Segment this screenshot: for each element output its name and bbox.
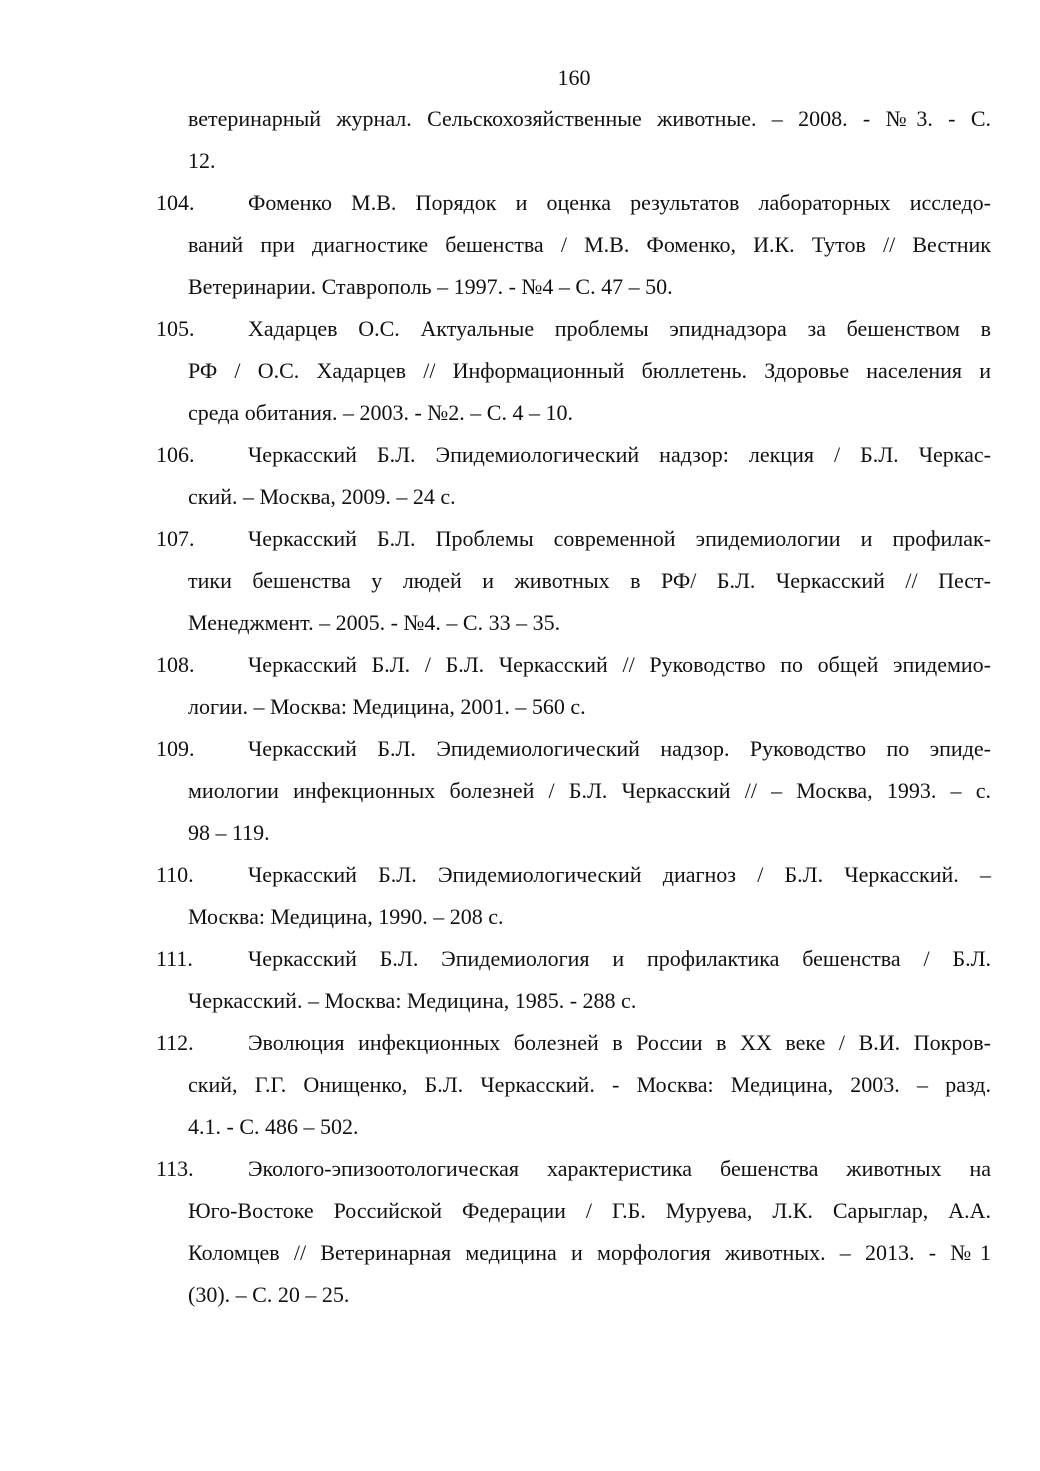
- reference-line: РФ / О.С. Хадарцев // Информационный бюллетень. Здоровье населения и: [188, 358, 991, 383]
- reference-line: Черкасский Б.Л. Эпидемиология и профилактика бешенства / Б.Л.: [248, 946, 991, 971]
- reference-line: логии. – Москва: Медицина, 2001. – 560 с.: [188, 694, 586, 719]
- reference-line: ский, Г.Г. Онищенко, Б.Л. Черкасский. - Москва: Медицина, 2003. – разд.: [188, 1072, 991, 1097]
- reference-line: Менеджмент. – 2005. - №4. – С. 33 – 35.: [188, 610, 561, 635]
- reference-line: Москва: Медицина, 1990. – 208 с.: [188, 904, 504, 929]
- reference-number: 110.: [156, 862, 194, 887]
- reference-number: 112.: [156, 1030, 194, 1055]
- reference-number: 108.: [156, 652, 195, 677]
- reference-number: 107.: [156, 526, 195, 551]
- reference-line: 98 – 119.: [188, 820, 270, 845]
- reference-number: 106.: [156, 442, 195, 467]
- reference-line: (30). – С. 20 – 25.: [188, 1282, 350, 1307]
- reference-line: Черкасский Б.Л. Эпидемиологический диагноз / Б.Л. Черкасский. –: [248, 862, 991, 887]
- reference-line: ский. – Москва, 2009. – 24 с.: [188, 484, 456, 509]
- reference-number: 109.: [156, 736, 195, 761]
- reference-line: Черкасский Б.Л. Эпидемиологический надзор: лекция / Б.Л. Черкас-: [248, 442, 991, 467]
- reference-line: Юго-Востоке Российской Федерации / Г.Б. Муруева, Л.К. Сарыглар, А.А.: [188, 1198, 991, 1223]
- reference-line: Фоменко М.В. Порядок и оценка результатов лабораторных исследо-: [248, 190, 991, 215]
- reference-line: ваний при диагностике бешенства / М.В. Фоменко, И.К. Тутов // Вестник: [188, 232, 991, 257]
- reference-line: Коломцев // Ветеринарная медицина и морфология животных. – 2013. - №1: [188, 1240, 991, 1265]
- continuation-line: 12.: [188, 148, 216, 173]
- reference-line: миологии инфекционных болезней / Б.Л. Черкасский // – Москва, 1993. – с.: [188, 778, 991, 803]
- reference-number: 105.: [156, 316, 195, 341]
- continuation-line: ветеринарный журнал. Сельскохозяйственные животные. – 2008. - №3. - С.: [188, 106, 991, 131]
- page-number: 160: [557, 65, 591, 90]
- reference-line: 4.1. - С. 486 – 502.: [188, 1114, 359, 1139]
- reference-line: Черкасский. – Москва: Медицина, 1985. - 288 с.: [188, 988, 637, 1013]
- reference-line: Черкасский Б.Л. / Б.Л. Черкасский // Руководство по общей эпидемио-: [248, 652, 991, 677]
- reference-line: Эволюция инфекционных болезней в России в XX веке / В.И. Покров-: [248, 1030, 991, 1055]
- reference-line: тики бешенства у людей и животных в РФ/ Б.Л. Черкасский // Пест-: [188, 568, 991, 593]
- reference-line: Черкасский Б.Л. Проблемы современной эпидемиологии и профилак-: [248, 526, 991, 551]
- reference-line: Хадарцев О.С. Актуальные проблемы эпиднадзора за бешенством в: [248, 316, 991, 341]
- reference-line: Черкасский Б.Л. Эпидемиологический надзор. Руководство по эпиде-: [248, 736, 991, 761]
- reference-line: среда обитания. – 2003. - №2. – С. 4 – 10.: [188, 400, 573, 425]
- reference-line: Ветеринарии. Ставрополь – 1997. - №4 – С. 47 – 50.: [188, 274, 673, 299]
- reference-number: 104.: [156, 190, 195, 215]
- reference-line: Эколого-эпизоотологическая характеристика бешенства животных на: [248, 1156, 991, 1181]
- reference-number: 111.: [156, 946, 193, 971]
- reference-number: 113.: [156, 1156, 194, 1181]
